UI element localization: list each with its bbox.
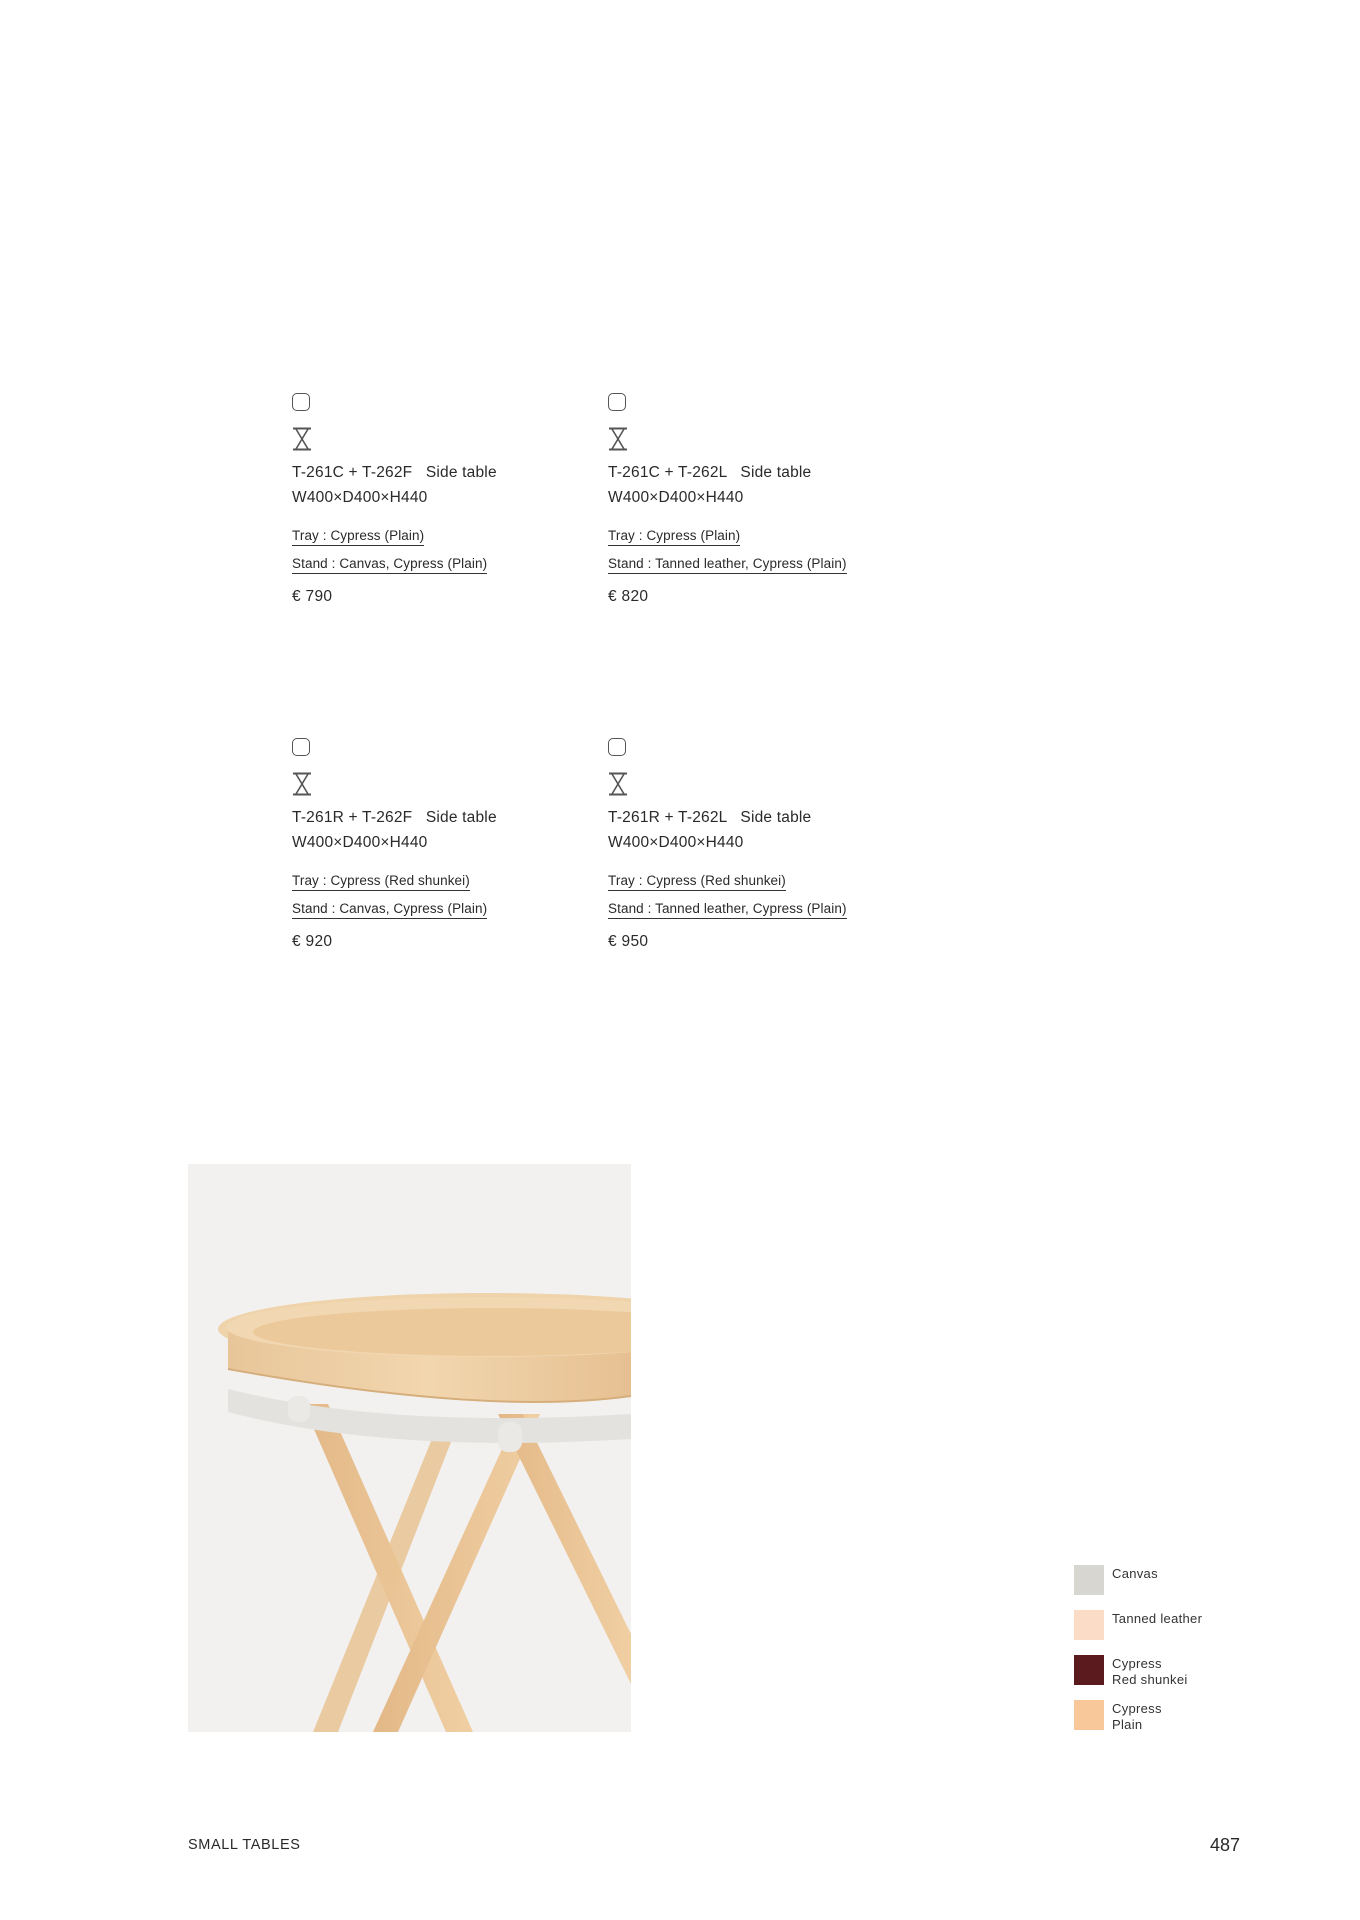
rounded-square-icon [292, 738, 310, 756]
product-price: € 920 [292, 933, 333, 950]
product-card [608, 393, 908, 606]
product-card [292, 393, 592, 606]
swatch-canvas [1074, 1565, 1104, 1595]
product-card [292, 738, 592, 951]
product-dimensions: W400×D400×H440 [608, 489, 744, 506]
product-price: € 820 [608, 588, 649, 605]
product-model: T-261R + T-262L Side table [608, 809, 812, 826]
product-model: T-261C + T-262F Side table [292, 464, 497, 481]
product-stand-spec: Stand : Canvas, Cypress (Plain) [292, 556, 487, 574]
product-price: € 950 [608, 933, 649, 950]
product-tray-spec: Tray : Cypress (Plain) [608, 528, 740, 546]
rounded-square-icon [292, 393, 310, 411]
folding-stand-icon [608, 772, 628, 796]
legend-label: Cypress [1112, 1701, 1162, 1716]
legend-label: Tanned leather [1112, 1611, 1203, 1626]
product-tray-spec: Tray : Cypress (Plain) [292, 528, 424, 546]
legend-label: Cypress [1112, 1656, 1162, 1671]
rounded-square-icon [608, 393, 626, 411]
product-model: T-261C + T-262L Side table [608, 464, 812, 481]
swatch-cypress-plain [1074, 1700, 1104, 1730]
legend-sublabel: Red shunkei [1112, 1672, 1188, 1687]
product-price: € 790 [292, 588, 333, 605]
side-table-photo [188, 1164, 631, 1732]
section-title: SMALL TABLES [188, 1837, 301, 1853]
swatch-tanned-leather [1074, 1610, 1104, 1640]
page-number: 487 [1209, 1835, 1240, 1855]
legend-label: Canvas [1112, 1566, 1158, 1581]
product-tray-spec: Tray : Cypress (Red shunkei) [292, 873, 470, 891]
product-dimensions: W400×D400×H440 [608, 834, 744, 851]
product-dimensions: W400×D400×H440 [292, 489, 428, 506]
product-stand-spec: Stand : Tanned leather, Cypress (Plain) [608, 901, 847, 919]
product-stand-spec: Stand : Canvas, Cypress (Plain) [292, 901, 487, 919]
product-model: T-261R + T-262F Side table [292, 809, 497, 826]
product-dimensions: W400×D400×H440 [292, 834, 428, 851]
folding-stand-icon [608, 427, 628, 451]
product-tray-spec: Tray : Cypress (Red shunkei) [608, 873, 786, 891]
product-stand-spec: Stand : Tanned leather, Cypress (Plain) [608, 556, 847, 574]
folding-stand-icon [292, 427, 312, 451]
folding-stand-icon [292, 772, 312, 796]
product-card [608, 738, 908, 951]
legend-sublabel: Plain [1112, 1717, 1143, 1732]
swatch-cypress-red-shunkei [1074, 1655, 1104, 1685]
product-photo [188, 1164, 631, 1732]
rounded-square-icon [608, 738, 626, 756]
